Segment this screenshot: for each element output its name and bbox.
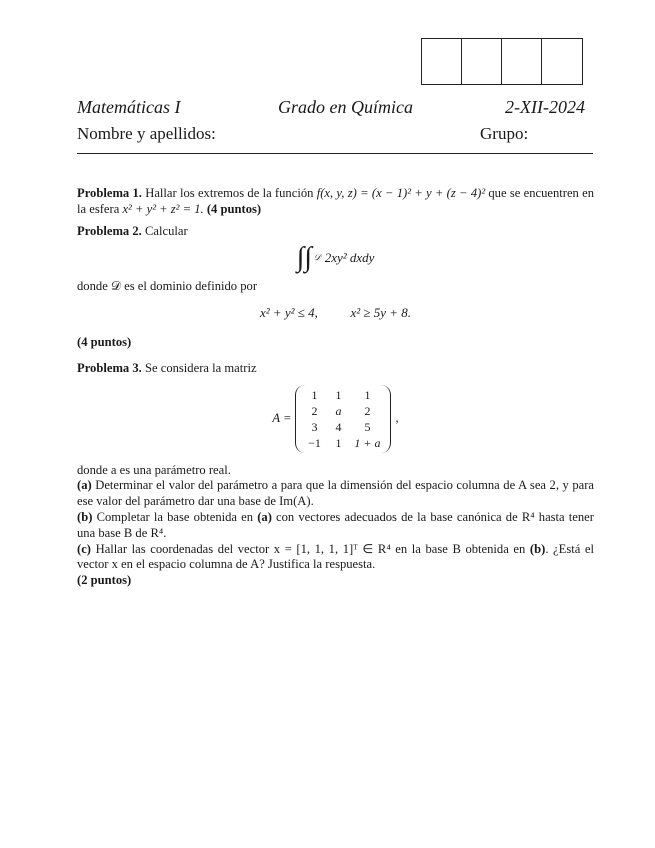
integral-domain: 𝒟 <box>313 252 321 263</box>
problem-2-domain-text: donde 𝒟 es el dominio definido por <box>77 279 258 294</box>
part-b-text-1: Completar la base obtenida en <box>96 509 254 524</box>
matrix-cell: 1 <box>364 387 371 402</box>
name-label: Nombre y apellidos: <box>77 124 216 143</box>
matrix-cell: 5 <box>364 419 371 434</box>
part-a-label: (a) <box>77 478 92 493</box>
exam-date: 2-XII-2024 <box>505 97 585 117</box>
grade-box-2[interactable] <box>462 39 502 84</box>
grade-boxes <box>421 38 583 85</box>
problem-3-label: Problema 3. <box>77 360 142 375</box>
problem-3-part-c <box>77 542 594 574</box>
part-a-text: Determinar el valor del parámetro a para que la dimensión del espacio columna de A sea 2, y para ese valor del parámetro dar una base de Im(A). <box>77 478 594 509</box>
problem-2-points: (4 puntos) <box>77 334 132 349</box>
inequality-2: x² ≥ 5y + 8. <box>350 305 412 321</box>
part-c-label: (c) <box>77 541 91 556</box>
problem-2-label: Problema 2. <box>77 223 142 238</box>
part-b-ref: (a) <box>257 509 272 524</box>
course-title: Matemáticas I <box>77 97 181 117</box>
inequality-1: x² + y² ≤ 4, <box>259 305 318 321</box>
matrix-cell: 1 + a <box>354 435 381 450</box>
exam-content <box>77 186 594 589</box>
problem-2 <box>77 224 594 240</box>
problem-3-text: Se considera la matriz <box>144 360 257 375</box>
problem-1-function: f(x, y, z) = (x − 1)² + y + (z − 4)² <box>316 186 486 200</box>
problem-1-points: (4 puntos) <box>206 201 262 216</box>
problem-2-text: Calcular <box>144 223 188 238</box>
matrix-name: A = <box>272 410 292 425</box>
header-rule <box>77 153 593 154</box>
problem-1-text-b: que se encuentren en la esfera <box>77 186 595 216</box>
part-b-label: (b) <box>77 509 93 524</box>
integral-sign-icon: ∫∫ <box>296 242 312 274</box>
matrix-cell: 1 <box>335 435 342 450</box>
degree-title: Grado en Química <box>278 97 413 117</box>
problem-1-sphere: x² + y² + z² = 1. <box>122 201 204 216</box>
grade-box-3[interactable] <box>502 39 542 84</box>
problem-3-points: (2 puntos) <box>77 573 132 588</box>
matrix-grid <box>295 385 391 453</box>
integrand: 2xy² dxdy <box>324 250 375 266</box>
part-c-ref: (b) <box>529 541 546 556</box>
matrix-cell: 3 <box>311 419 318 434</box>
group-label: Grupo: <box>480 124 529 143</box>
problem-3 <box>77 361 594 377</box>
double-integral <box>77 242 594 274</box>
matrix-cell: a <box>335 403 342 418</box>
domain-inequalities <box>77 305 594 321</box>
matrix-A: A = 1 1 1 2 a 2 3 4 5 −1 1 1 + a , <box>77 385 594 453</box>
matrix-cell: 4 <box>335 419 342 434</box>
part-c-text-1: Hallar las coordenadas del vector x = [1, 1, 1, 1]ᵀ ∈ R⁴ en la base B obtenida en <box>95 541 526 556</box>
matrix-cell: 2 <box>364 403 371 418</box>
matrix-cell: 1 <box>311 387 318 402</box>
problem-1 <box>77 186 594 218</box>
matrix-cell: −1 <box>308 435 321 450</box>
problem-3-part-a <box>77 478 594 510</box>
problem-1-label: Problema 1. <box>77 186 142 200</box>
problem-1-text-a: Hallar los extremos de la función <box>145 186 314 200</box>
matrix-cell: 1 <box>335 387 342 402</box>
matrix-cell: 2 <box>311 403 318 418</box>
problem-3-param: donde a es una parámetro real. <box>77 462 231 477</box>
grade-box-1[interactable] <box>422 39 462 84</box>
problem-3-part-b <box>77 510 594 542</box>
part-c-text-2: . ¿Está el vector x en el espacio columna de A? Justifica la respuesta. <box>77 541 595 572</box>
grade-box-total[interactable] <box>542 39 582 84</box>
part-b-text-2: con vectores adecuados de la base canónica de R⁴ hasta tener una base B de R⁴. <box>77 509 594 540</box>
